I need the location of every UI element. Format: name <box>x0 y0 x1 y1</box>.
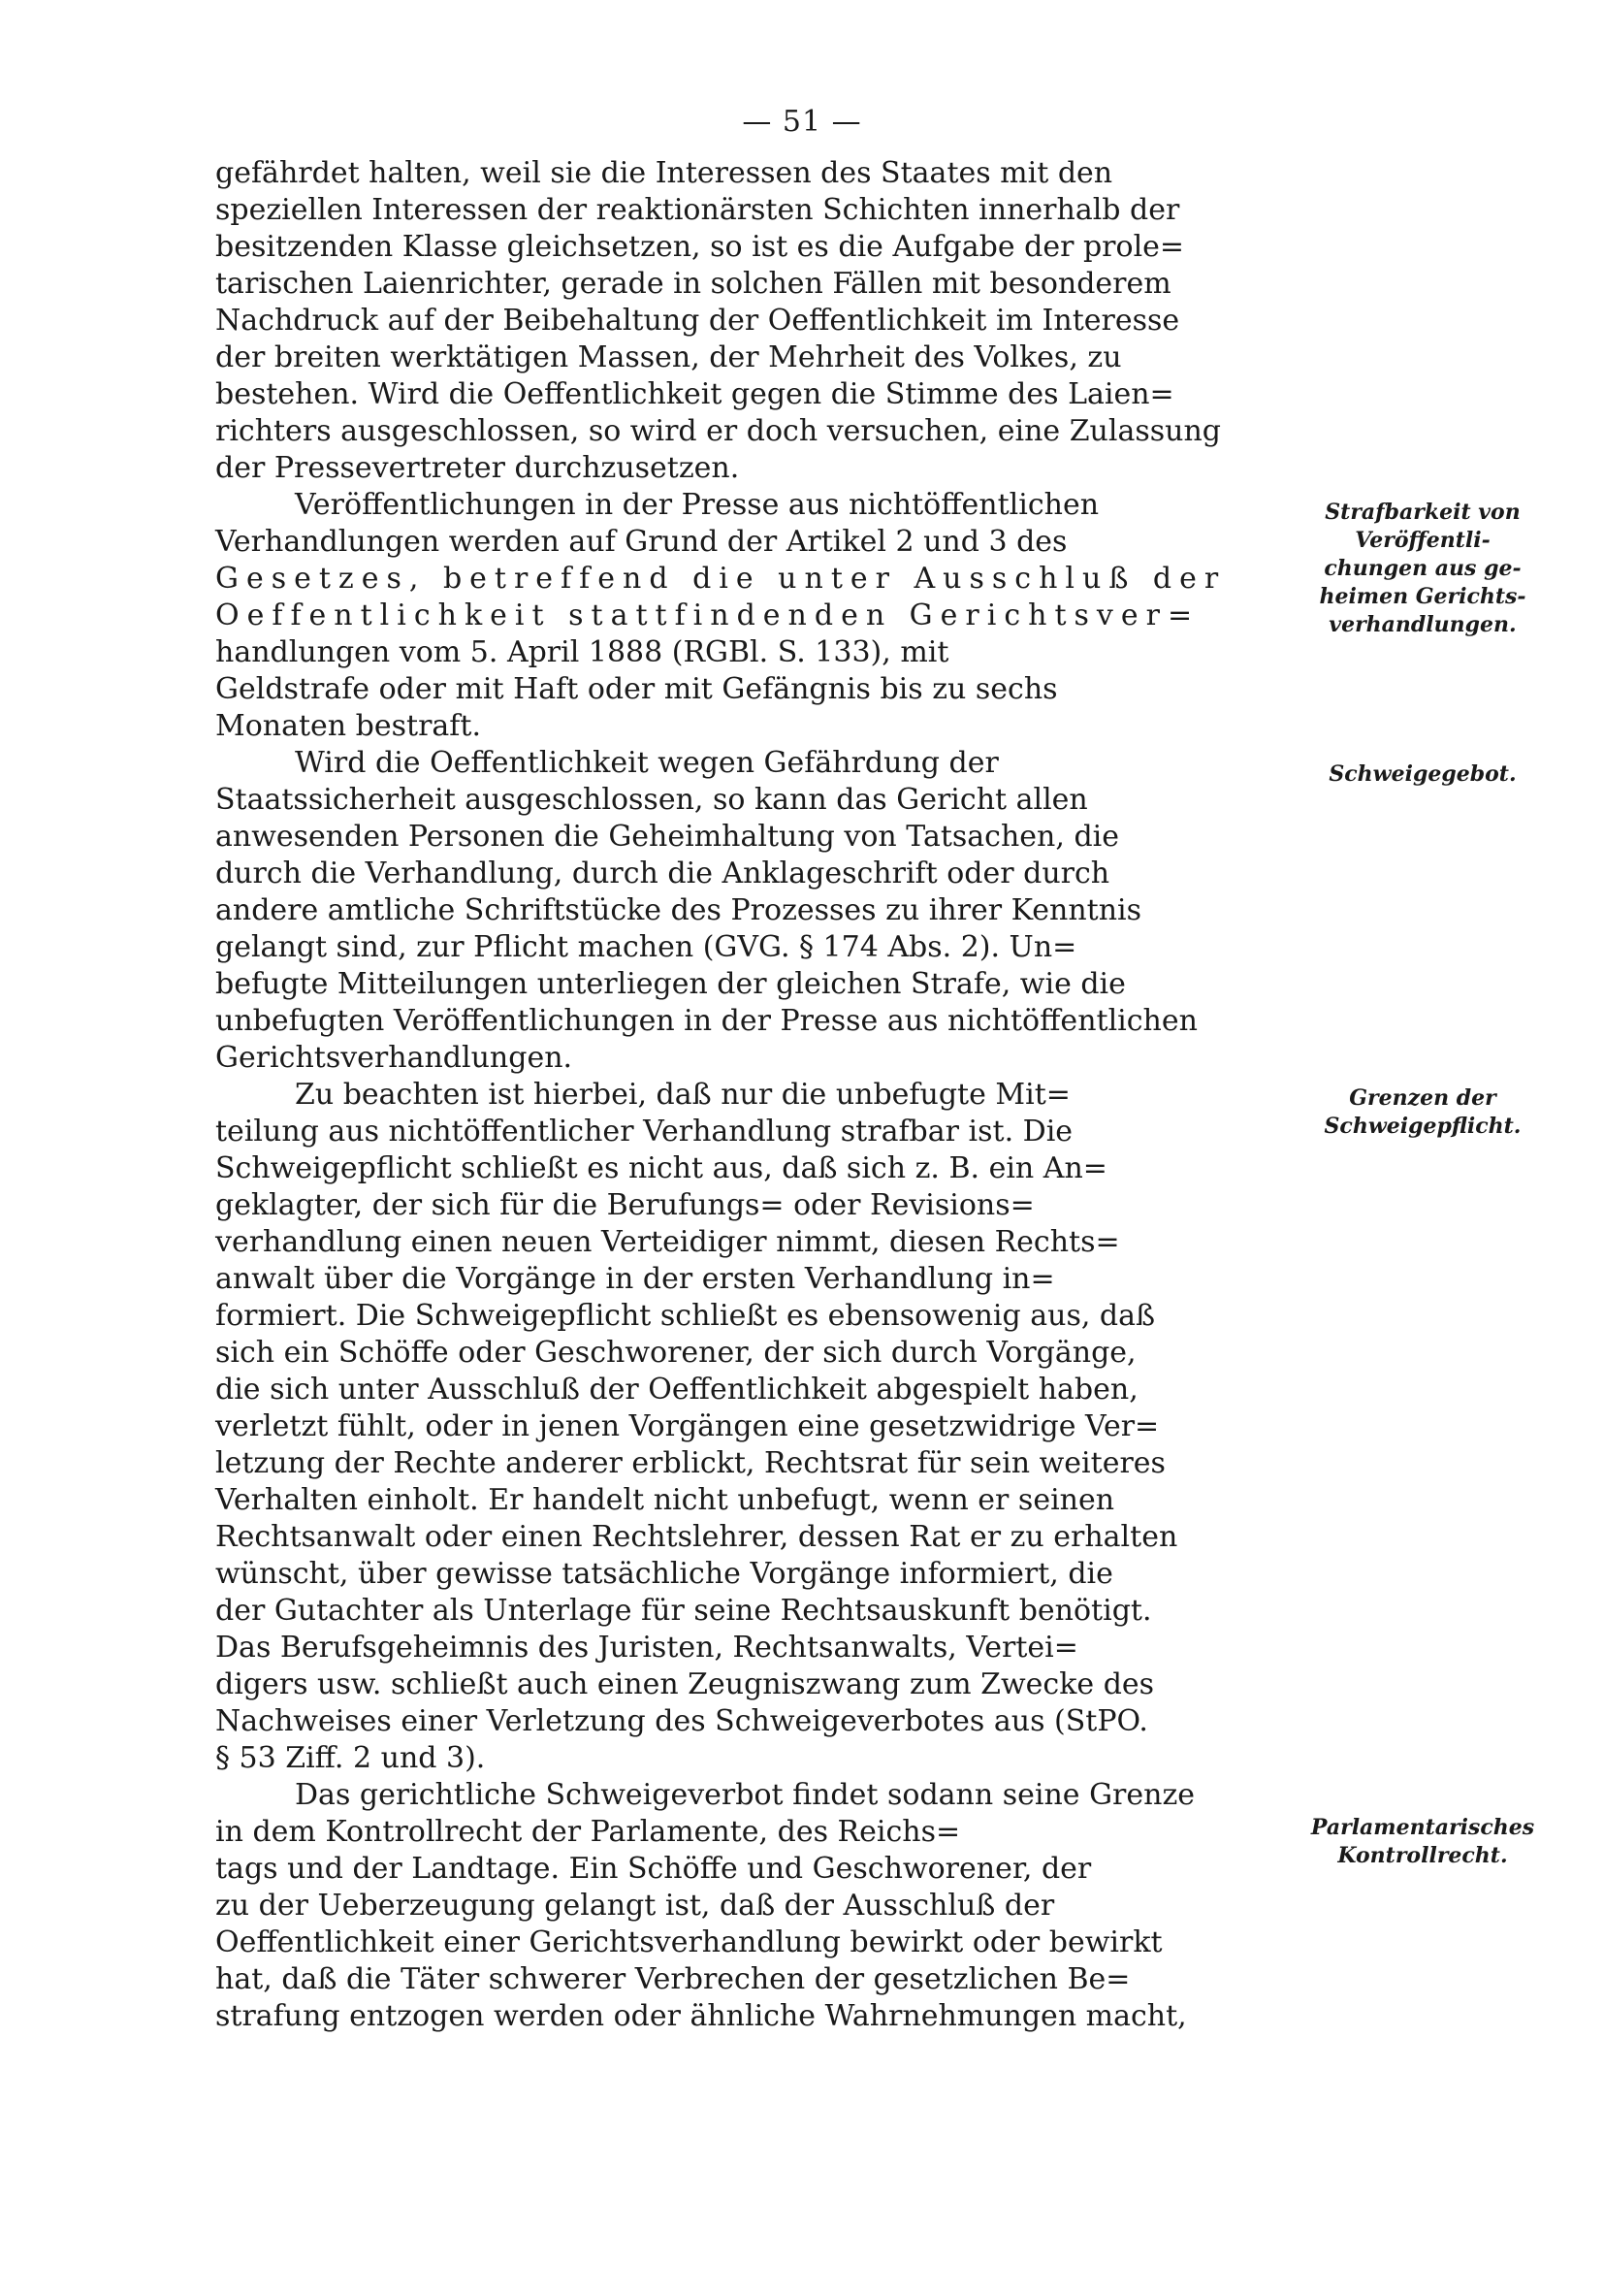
text-line: verhandlung einen neuen Verteidiger nimmt, diesen Rechts= <box>215 1225 1120 1259</box>
sidenote-line: Kontrollrecht. <box>1337 1843 1508 1868</box>
text-line: Das gerichtliche Schweigeverbot findet sodann seine Grenze <box>295 1778 1196 1812</box>
text-line: sich ein Schöffe oder Geschworener, der sich durch Vorgänge, <box>215 1336 1137 1370</box>
text-line: strafung entzogen werden oder ähnliche Wahrnehmungen macht, <box>215 1999 1187 2033</box>
text-line: handlungen vom 5. April 1888 (RGBl. S. 133), mit <box>215 635 949 669</box>
text-line: Monaten bestraft. <box>215 709 481 743</box>
text-line: Oeffentlichkeit einer Gerichtsverhandlung bewirkt oder bewirkt <box>215 1925 1163 1959</box>
body-text <box>215 155 1263 2035</box>
text-line: zu der Ueberzeugung gelangt ist, daß der Ausschluß der <box>215 1889 1055 1923</box>
text-line: tarischen Laienrichter, gerade in solchen Fällen mit besonderem <box>215 267 1171 301</box>
text-line: unbefugten Veröffentlichungen in der Presse aus nichtöffentlichen <box>215 1004 1198 1038</box>
sidenote-grenzen <box>1282 1084 1563 1141</box>
text-line: Nachweises einer Verletzung des Schweigeverbotes aus (StPO. <box>215 1704 1148 1738</box>
paragraph-3 <box>215 745 1263 1077</box>
text-line: befugte Mitteilungen unterliegen der gleichen Strafe, wie die <box>215 967 1126 1001</box>
text-line: bestehen. Wird die Oeffentlichkeit gegen die Stimme des Laien= <box>215 377 1174 411</box>
sidenote-line: chungen aus ge- <box>1324 556 1522 581</box>
text-line: speziellen Interessen der reaktionärsten Schichten innerhalb der <box>215 193 1180 227</box>
page-number: — 51 — <box>742 105 862 139</box>
text-line: Rechtsanwalt oder einen Rechtslehrer, dessen Rat er zu erhalten <box>215 1520 1178 1554</box>
paragraph-1 <box>215 155 1263 487</box>
text-line: verletzt fühlt, oder in jenen Vorgängen eine gesetzwidrige Ver= <box>215 1409 1160 1443</box>
text-line: Gerichtsverhandlungen. <box>215 1041 573 1075</box>
text-line: Veröffentlichungen in der Presse aus nichtöffentlichen <box>295 488 1100 522</box>
text-line: Schweigepflicht schließt es nicht aus, daß sich z. B. ein An= <box>215 1151 1107 1185</box>
sidenote-line: Schweigegebot. <box>1329 761 1517 787</box>
text-line: in dem Kontrollrecht der Parlamente, des Reichs= <box>215 1815 961 1849</box>
paragraph-5 <box>215 1777 1263 2035</box>
text-line: Zu beachten ist hierbei, daß nur die unbefugte Mit= <box>295 1078 1071 1112</box>
text-line: geklagter, der sich für die Berufungs= oder Revisions= <box>215 1188 1035 1222</box>
sidenote-line: Strafbarkeit von <box>1325 500 1521 525</box>
text-line: digers usw. schließt auch einen Zeugniszwang zum Zwecke des <box>215 1667 1155 1701</box>
sidenote-line: verhandlungen. <box>1329 612 1517 637</box>
text-line: andere amtliche Schriftstücke des Prozesses zu ihrer Kenntnis <box>215 893 1142 927</box>
text-line: teilung aus nichtöffentlicher Verhandlung strafbar ist. Die <box>215 1115 1074 1148</box>
sidenote-line: Veröffentli- <box>1355 528 1491 553</box>
text-line: durch die Verhandlung, durch die Anklageschrift oder durch <box>215 857 1110 890</box>
sidenote-line: Grenzen der <box>1349 1085 1496 1111</box>
text-line: richters ausgeschlossen, so wird er doch versuchen, eine Zulassung <box>215 414 1221 448</box>
text-line: anwalt über die Vorgänge in der ersten Verhandlung in= <box>215 1262 1055 1296</box>
sidenote-parlamentarisch <box>1282 1814 1563 1870</box>
text-line: Nachdruck auf der Beibehaltung der Oeffentlichkeit im Interesse <box>215 304 1180 338</box>
text-line: Verhandlungen werden auf Grund der Artikel 2 und 3 des <box>215 525 1068 559</box>
text-line: Das Berufsgeheimnis des Juristen, Rechtsanwalts, Vertei= <box>215 1631 1078 1665</box>
text-line: hat, daß die Täter schwerer Verbrechen der gesetzlichen Be= <box>215 1962 1131 1996</box>
text-line: Staatssicherheit ausgeschlossen, so kann das Gericht allen <box>215 783 1088 817</box>
text-line: Geldstrafe oder mit Haft oder mit Gefängnis bis zu sechs <box>215 672 1058 706</box>
text-line: die sich unter Ausschluß der Oeffentlichkeit abgespielt haben, <box>215 1373 1139 1407</box>
text-line: wünscht, über gewisse tatsächliche Vorgänge informiert, die <box>215 1557 1113 1591</box>
sidenote-line: Parlamentarisches <box>1310 1815 1535 1840</box>
text-line: formiert. Die Schweigepflicht schließt es ebensowenig aus, daß <box>215 1299 1156 1333</box>
paragraph-2 <box>215 487 1263 745</box>
paragraph-4 <box>215 1077 1263 1777</box>
sidenote-line: heimen Gerichts- <box>1319 584 1526 609</box>
text-line: Oeffentlichkeit stattfindenden Gerichtsver= <box>215 598 1201 632</box>
text-line: der Gutachter als Unterlage für seine Rechtsauskunft benötigt. <box>215 1594 1152 1628</box>
text-line: gefährdet halten, weil sie die Interessen des Staates mit den <box>215 156 1113 190</box>
text-line: der breiten werktätigen Massen, der Mehrheit des Volkes, zu <box>215 340 1122 374</box>
text-line: Wird die Oeffentlichkeit wegen Gefährdung der <box>295 746 999 780</box>
text-line: gelangt sind, zur Pflicht machen (GVG. § 174 Abs. 2). Un= <box>215 930 1077 964</box>
sidenote-line: Schweigepflicht. <box>1324 1114 1522 1139</box>
text-line: anwesenden Personen die Geheimhaltung von Tatsachen, die <box>215 820 1120 854</box>
sidenote-strafbarkeit <box>1282 499 1563 639</box>
text-line: letzung der Rechte anderer erblickt, Rechtsrat für sein weiteres <box>215 1446 1166 1480</box>
text-line: Verhalten einholt. Er handelt nicht unbefugt, wenn er seinen <box>215 1483 1115 1517</box>
text-line: § 53 Ziff. 2 und 3). <box>215 1741 486 1775</box>
sidenote-schweigegebot <box>1282 760 1563 789</box>
text-line: Gesetzes, betreffend die unter Ausschluß der <box>215 562 1227 596</box>
text-line: besitzenden Klasse gleichsetzen, so ist es die Aufgabe der prole= <box>215 230 1185 264</box>
text-line: der Pressevertreter durchzusetzen. <box>215 451 740 485</box>
text-line: tags und der Landtage. Ein Schöffe und Geschworener, der <box>215 1852 1092 1886</box>
